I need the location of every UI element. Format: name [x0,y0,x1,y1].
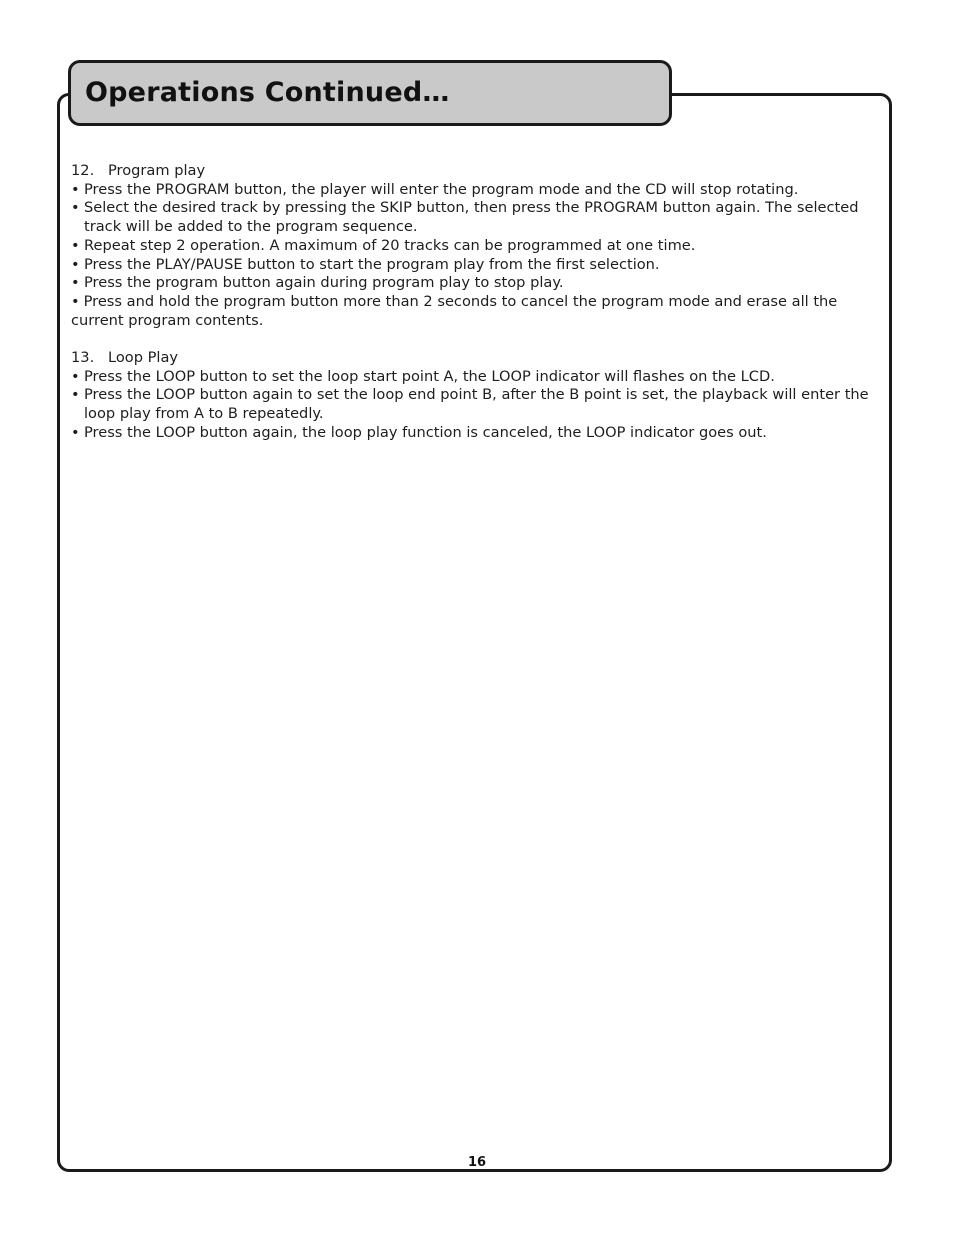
section-heading [71,349,883,368]
section-heading [71,162,883,181]
list-item: • Repeat step 2 operation. A maximum of 20 tracks can be programmed at one time. [71,237,883,256]
bullet-list [71,368,883,443]
section-loop-play [71,349,883,443]
page-title: Operations Continued… [85,77,450,108]
list-item: • Press and hold the program button more than 2 seconds to cancel the program mode and erase all the current program contents. [71,293,883,330]
page-number: 16 [467,1155,487,1170]
list-item: • Press the LOOP button again to set the loop end point B, after the B point is set, the playback will enter the loop play from A to B repeatedly. [71,386,883,423]
section-spacer [71,330,883,349]
list-item: • Press the LOOP button to set the loop start point A, the LOOP indicator will flashes on the LCD. [71,368,883,387]
list-item: • Press the PROGRAM button, the player will enter the program mode and the CD will stop rotating. [71,181,883,200]
section-title: Loop Play [108,349,179,367]
page-content [71,162,883,443]
section-number: 13. [71,349,95,367]
title-tab [68,60,672,126]
section-program-play [71,162,883,330]
section-number: 12. [71,162,95,179]
list-item: • Press the PLAY/PAUSE button to start the program play from the first selection. [71,256,883,275]
list-item: • Press the program button again during program play to stop play. [71,274,883,293]
list-item: • Press the LOOP button again, the loop play function is canceled, the LOOP indicator goes out. [71,424,883,443]
section-title: Program play [108,162,206,179]
list-item: • Select the desired track by pressing the SKIP button, then press the PROGRAM button again. The selected track will be added to the program sequence. [71,199,883,236]
bullet-list [71,181,883,331]
